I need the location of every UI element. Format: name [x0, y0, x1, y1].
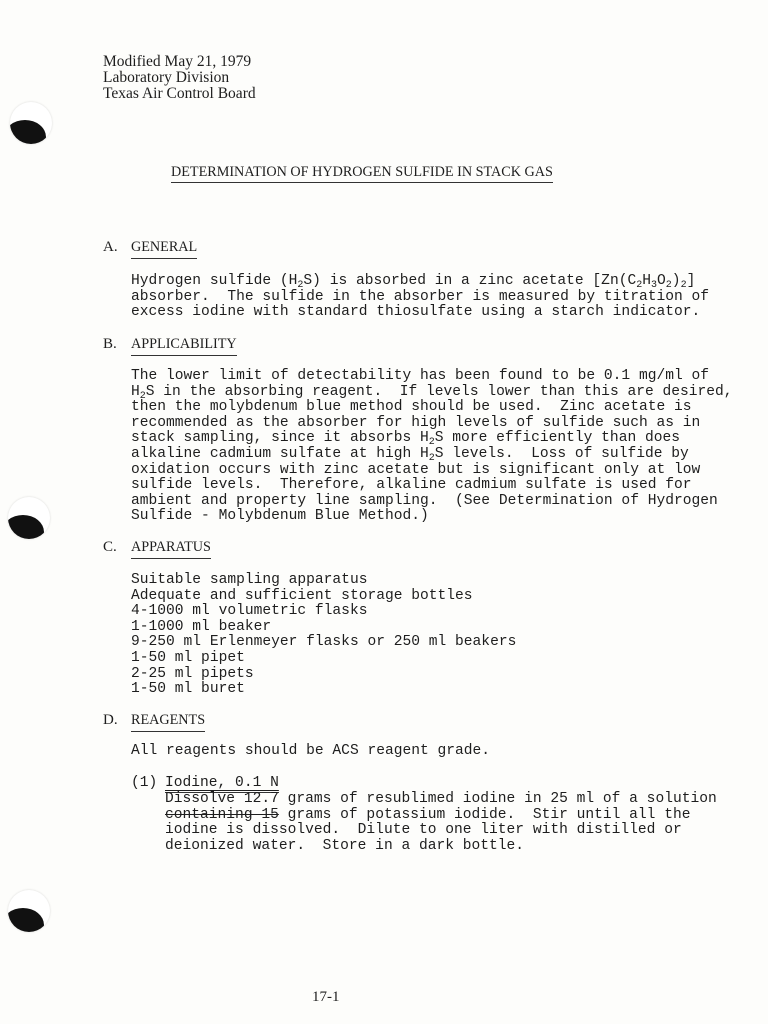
text-line: sulfide levels. Therefore, alkaline cadmium sulfate is used for [131, 477, 692, 494]
list-item: 1-1000 ml beaker [131, 618, 272, 635]
document-header [103, 54, 256, 102]
text-line: then the molybdenum blue method should be used. Zinc acetate is [131, 399, 692, 416]
section-general-body [131, 274, 709, 321]
text-line: The lower limit of detectability has been found to be 0.1 mg/ml of [131, 368, 710, 384]
header-agency: Texas Air Control Board [103, 85, 256, 102]
page-number: 17-1 [312, 989, 340, 1005]
text-line: absorber. The sulfide in the absorber is measured by titration of [131, 288, 710, 305]
list-item: 1-50 ml pipet [131, 649, 245, 666]
binder-hole [10, 102, 52, 144]
list-item: 1-50 ml buret [131, 681, 245, 698]
list-item: 9-250 ml Erlenmeyer flasks or 250 ml beakers [131, 634, 517, 651]
text-line: excess iodine with standard thiosulfate using a starch indicator. [131, 304, 701, 321]
reagents-intro [131, 744, 490, 760]
list-item: 2-25 ml pipets [131, 665, 254, 682]
list-item: Adequate and sufficient storage bottles [131, 587, 473, 604]
text-line: iodine is dissolved. Dilute to one liter with distilled or [165, 822, 682, 839]
reagent-body [165, 792, 717, 854]
text-line: Sulfide - Molybdenum Blue Method.) [131, 508, 429, 525]
text-line: containing 15 grams of potassium iodide. Stir until all the [165, 806, 691, 823]
text-line: stack sampling, since it absorbs $H_2S$ more efficiently than does [131, 430, 680, 449]
text-line: ambient and property line sampling. (See Determination of Hydrogen [131, 492, 718, 509]
text-line: All reagents should be ACS reagent grade. [131, 743, 491, 759]
binder-hole [8, 497, 50, 539]
list-item: Suitable sampling apparatus [131, 572, 368, 588]
section-letter: D. [103, 712, 118, 728]
section-title-general: GENERAL [131, 240, 197, 259]
section-title-applicability: APPLICABILITY [131, 337, 237, 356]
text-line: Hydrogen sulfide $(H_2S)$ is absorbed in a zinc acetate $[Zn(C_2H_3O_2)_2]$ [131, 273, 696, 291]
text-line: recommended as the absorber for high levels of sulfide such as in [131, 414, 701, 431]
list-item: 4-1000 ml volumetric flasks [131, 603, 368, 620]
section-title-reagents: REAGENTS [131, 713, 205, 732]
binder-hole [8, 890, 50, 932]
section-letter: A. [103, 239, 118, 255]
header-date: Modified May 21, 1979 [103, 53, 252, 70]
text-line: alkaline cadmium sulfate at high $H_2S$ levels. Loss of sulfide by [131, 445, 689, 464]
section-title-apparatus: APPARATUS [131, 540, 211, 559]
text-line: deionized water. Store in a dark bottle. [165, 837, 525, 854]
page-title: DETERMINATION OF HYDROGEN SULFIDE IN STACK GAS [171, 165, 553, 183]
text-line: $H_2S$ in the absorbing reagent. If levels lower than this are desired, [131, 383, 733, 402]
text-line: Dissolve 12.7 grams of resublimed iodine in 25 ml of a solution [165, 791, 717, 807]
apparatus-list [131, 573, 516, 698]
text-line: oxidation occurs with zinc acetate but is significant only at low [131, 461, 701, 478]
reagent-number: (1) [131, 775, 158, 791]
section-applicability-body [131, 369, 733, 525]
header-division: Laboratory Division [103, 69, 230, 86]
section-letter: C. [103, 539, 117, 555]
section-letter: B. [103, 336, 117, 352]
reagent-title: Iodine, 0.1 N [165, 775, 279, 791]
